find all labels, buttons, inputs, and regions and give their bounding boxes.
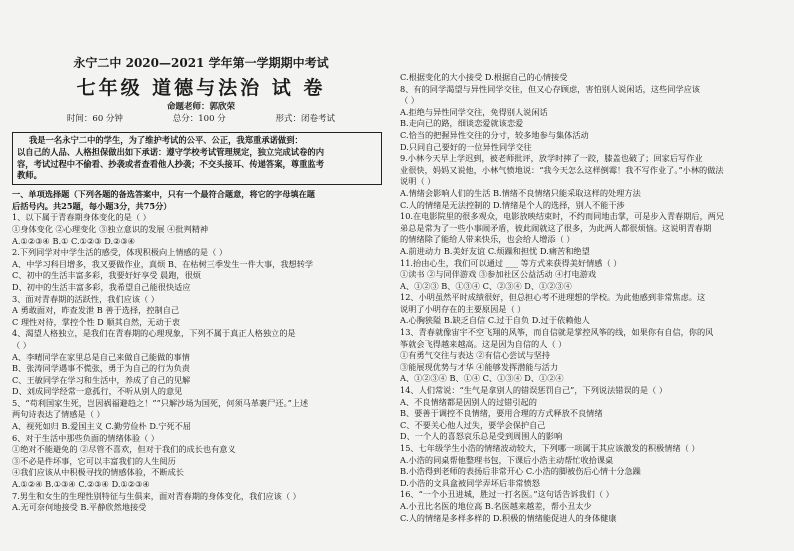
question-line: ④我们应该从中积极寻找的情感体验，不断成长 xyxy=(12,467,184,478)
question-line: ①身体变化 ②心理变化 ③独立意识的发展 ④批判精神 xyxy=(12,223,209,234)
right-column xyxy=(400,0,784,551)
question-line: 14、人们常说：“生气是拿别人的错误惩罚自己”，下列说法错误的是（ ） xyxy=(400,385,668,396)
right-top-space xyxy=(400,0,784,72)
question-line: A.心胸狭隘 B.缺乏自信 C.过于自负 D.过于依赖他人 xyxy=(400,315,590,326)
question-line: ①有勇气交往与表达 ②有信心尝试与坚持 xyxy=(400,350,550,361)
question-line: 12、小明虽然平时成绩很好，但总担心考不进理想的学校。为此他感到非常焦虑。这 xyxy=(400,292,706,303)
question-line: D.小浩的文具盒被同学弄坏后非常愤怒 xyxy=(400,477,540,488)
question-line: C、不要关心他人过失，要学会保护自己 xyxy=(400,419,546,430)
question-line: 说明了小明存在的主要原因是（ ） xyxy=(400,303,526,314)
question-line: （ ） xyxy=(12,339,31,350)
question-line: 业很快，妈妈又说他，小林气愤地说：“我今天怎么这样倒霉！我不写作业了。”小林的做法 xyxy=(400,164,724,175)
exam-title: 七年级 道德与法治 试 卷 xyxy=(76,77,326,99)
question-line: ③能展现优势与才华 ④能够发挥潜能与活力 xyxy=(400,361,559,372)
question-line: A.①②③④ B.① C.①②③ D.②③④ xyxy=(12,235,136,246)
question-line: 8、有的同学渴望与异性同学交往，但又心存顾虑，害怕别人说闲话，这些同学应该 xyxy=(400,83,700,94)
notice-line: 以自己的人品、人格担保做出如下承诺：遵守学校考试管理规定，独立完成试卷的内 xyxy=(17,146,324,157)
question-line: 10.在电影院里的很多观众，电影放映结束时，不约而同地击掌，可是步入青春期后，两兄 xyxy=(400,211,725,222)
question-line: 13、青春就像宙宇不空飞翔的风筝，而自信就是掌控风筝的线，如果你有自信，你的风 xyxy=(400,327,714,338)
question-line: 7.男生和女生的生理性别特征与生俱来，面对青春期的身体变化，我们应该（ ） xyxy=(12,490,301,501)
question-line: 5、“苟利国家生死，岂因祸福避趋之！””只解沙场为国死，何须马革裹尸还。”上述 xyxy=(12,397,309,408)
question-line: C.根据变化的大小接受 D.根据自己的心情接受 xyxy=(400,72,568,82)
question-line: C.人的情绪是多样多样的 D.积极的情绪能促进人的身体健康 xyxy=(400,512,617,523)
question-line: 的情绪除了能给人带来快乐，也会给人增添（ ） xyxy=(400,234,575,245)
question-line: ①绝对不能避免的 ②尽管不喜欢，但对于我们的成长也有意义 xyxy=(12,444,236,455)
exam-score: 总分：100 分 xyxy=(172,114,226,124)
left-column xyxy=(12,0,390,551)
question-line: C 理性对待，掌控个性 D 顺其自然，无动于衷 xyxy=(12,316,181,327)
question-line: A、视死如归 B.爱国主义 C.勤劳俭朴 D.宁死不屈 xyxy=(12,421,191,432)
question-line: D、刘成同学经常一意孤行，不听从别人的意见 xyxy=(12,386,183,397)
question-line: 两句诗表达了情感是（ ） xyxy=(12,409,105,420)
question-line: A.前进动力 B.美好友谊 C.烦躁和担忧 D.痛苦和绝望 xyxy=(400,245,590,256)
question-line: D、一个人的喜怒哀乐总是受到周围人的影响 xyxy=(400,431,563,442)
notice-line: 我是一名永宁二中的学生，为了维护考试的公平、公正，我郑重承诺做到： xyxy=(29,135,303,145)
notice-line: 教师。 xyxy=(17,170,42,181)
question-line: 弟总是常为了一些小事闹矛盾，彼此闹就这了很多，为此两人都很烦恼。这说明青春期 xyxy=(400,222,712,233)
question-line: 1、以下属于青春期身体变化的是（ ） xyxy=(12,212,151,223)
question-line: B、张涛同学遇事不慌张，勇于为自己的行为负责 xyxy=(12,363,190,374)
question-line: A、不良情绪都是因别人的过错引起的 xyxy=(400,396,537,407)
question-line: D、初中的生活丰富多彩，我希望自己能很快适应 xyxy=(12,281,191,292)
question-line: A、①②③ B、①③④ C、②③④ D、①②③④ xyxy=(400,280,572,291)
question-line: A.小丑比名医的地位高 B.名医越来越差，帮小丑太少 xyxy=(400,500,592,511)
question-line: A、李晴同学在家里总是自己来做自己能做的事情 xyxy=(12,351,190,362)
question-line: C、王敏同学在学习和生活中，养成了自己的见解 xyxy=(12,374,191,385)
question-line: 3、面对青春期的活跃性，我们应该（ ） xyxy=(12,293,159,304)
question-line: ③不必是件坏事，它可以丰富我们的人生阅历 xyxy=(12,455,176,466)
question-line: 6、对于生活中那些负面的情绪体验（ ） xyxy=(12,432,159,443)
question-line: 16、“一个小丑进城，胜过一打名医。”这句话告诉我们（ ） xyxy=(400,489,614,500)
question-line: 筝就会飞得越来越高。这是因为自信的人（ ） xyxy=(400,338,567,349)
question-line: A、①②③④ B、①④ C、①③④ D、①②④ xyxy=(400,373,564,384)
section-heading: 后括号内。共25题，每小题3分，共75分） xyxy=(12,200,172,211)
integrity-notice xyxy=(12,132,382,185)
question-line: A 勇敢面对，昨查发泄 B 善于选择，控制自己 xyxy=(12,305,180,316)
question-line: 9.小林今天早上学迟到，被老师批评，放学时摔了一跤，膝盖也破了；回家后写作业 xyxy=(400,153,703,164)
question-line: ①读书 ②与同伴游戏 ③参加社区公益活动 ④打电游戏 xyxy=(400,269,597,280)
question-line: A.情绪会影响人们的生活 B.情绪不良情绪只能采取这样的处理方法 xyxy=(400,187,641,198)
question-line: 15、七年级学生小浩的情绪波动较大，下列哪一项属于其应该激发的积极情绪（ ） xyxy=(400,443,700,453)
section-heading: 一、单项选择题（下列各题的备选答案中，只有一个最符合题意，将它的字母填在题 xyxy=(12,189,315,200)
question-line: B.小浩得到老师的表扬后非常开心 C.小浩的脚被伤后心情十分急躁 xyxy=(400,466,641,477)
question-line: 4、渴望人格独立，是我们在青春期的心理现象，下列不属于真正人格独立的是 xyxy=(12,328,296,339)
question-line: C.人的情绪是无法控制的 D.情绪是个人的选择，别人不能干涉 xyxy=(400,199,625,210)
question-line: A.拒绝与异性同学交往，免得别人说闲话 xyxy=(400,106,548,117)
question-line: 11.抬由心生，我们可以通过 ___ 等方式来获得美好情感（ ） xyxy=(400,257,622,268)
question-line: A.小浩的同桌帮他整理书包，下课后小浩主动帮忙收拾课桌 xyxy=(400,454,614,465)
question-line: B、要善于调控不良情绪，要用合理的方式释放不良情绪 xyxy=(400,408,603,419)
exam-meta xyxy=(12,113,390,126)
question-line: A、中学习科目增多，我又要做作业，真烦 B、在枯树三季发生一件大事，我想转学 xyxy=(12,258,314,269)
exam-author: 命题老师：郭欣荣 xyxy=(166,102,235,112)
school-title: 永宁二中 2020—2021 学年第一学期期中考试 xyxy=(73,56,329,70)
question-line: C.恰当的把握异性交往的分寸，较多地参与集体活动 xyxy=(400,129,589,140)
question-line: A.无可奈何地接受 B.平静欣然地接受 xyxy=(12,502,147,513)
exam-form: 形式：闭卷考试 xyxy=(275,114,336,124)
question-line: D.只同自己要好的一位异性同学交往 xyxy=(400,141,532,152)
question-line: （ ） xyxy=(400,95,419,106)
question-line: B.走向已的路，细谈恋爱就该恋爱 xyxy=(400,118,524,129)
question-line: C、初中的生活丰富多彩，我要好好享受 晨跑，很烦 xyxy=(12,270,201,281)
question-line: 2.下列同学对中学生活的感受，体现积极向上情感的是（ ） xyxy=(12,247,228,258)
question-line: 说明（ ） xyxy=(400,176,436,187)
exam-time: 时间：60 分钟 xyxy=(66,114,123,124)
notice-line: 容，考试过程中不偷看、抄袭或者查看他人抄袭；不交头接耳、传递答案，尊重监考 xyxy=(17,158,324,169)
question-line: A.①②④ B.①③④ C.②③④ D.①②③④ xyxy=(12,479,150,490)
